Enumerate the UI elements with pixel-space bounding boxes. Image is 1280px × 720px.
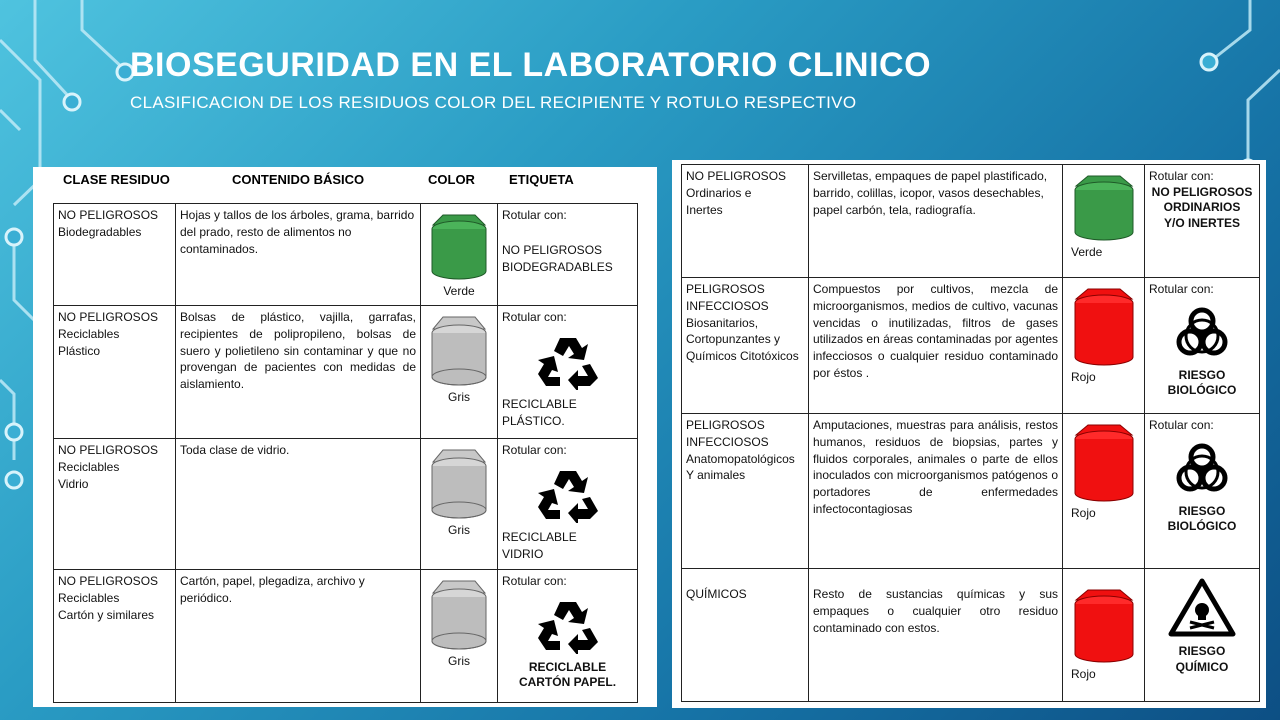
label-text: ORDINARIOS: [1163, 200, 1241, 215]
clase-line: NO PELIGROSOS: [58, 574, 159, 588]
label-text: Y/O INERTES: [1163, 215, 1240, 230]
etiqueta-cell: [498, 439, 638, 570]
label-text: NO PELIGROSOS: [502, 242, 603, 257]
color-cell: [1063, 414, 1145, 569]
clase-line: Y animales: [686, 468, 746, 483]
label-text: BIOLÓGICO: [1167, 383, 1237, 398]
contenido-cell: Cartón, papel, plegadiza, archivo y periódico.: [176, 570, 421, 703]
label-text: PLÁSTICO.: [502, 413, 565, 428]
label-text: BIODEGRADABLES: [502, 259, 613, 274]
color-label: Gris: [448, 390, 470, 404]
clase-line: Vidrio: [58, 476, 89, 491]
color-cell: [421, 204, 498, 306]
biohazard-icon: [1174, 442, 1230, 498]
header-clase: CLASE RESIDUO: [63, 172, 170, 187]
red-bin-icon: [1072, 586, 1136, 666]
label-text: VIDRIO: [502, 546, 544, 561]
green-bin-icon: [429, 211, 489, 283]
green-bin-icon: [1072, 172, 1136, 244]
table-row: [54, 204, 638, 306]
contenido-text: Resto de sustancias químicas y sus empaques o cualquier otro residuo contaminado con estos.: [813, 587, 1058, 635]
recycle-icon: [538, 334, 598, 390]
clase-line: NO PELIGROSOS: [58, 443, 159, 457]
color-label: Verde: [443, 284, 475, 298]
toxic-skull-icon: [1168, 578, 1236, 638]
clase-cell: [54, 306, 176, 439]
rotular-text: Rotular con:: [502, 443, 567, 457]
table-row: [54, 306, 638, 439]
color-label: Verde: [1071, 245, 1103, 259]
right-waste-table-panel: [672, 160, 1266, 708]
color-cell: [1063, 569, 1145, 702]
contenido-cell: Toda clase de vidrio.: [176, 439, 421, 570]
right-waste-table: [681, 164, 1260, 702]
color-cell: [421, 570, 498, 703]
label-text: CARTÓN PAPEL.: [518, 675, 617, 690]
color-label: Gris: [448, 654, 470, 668]
clase-cell: [54, 204, 176, 306]
label-text: RECICLABLE: [528, 659, 607, 674]
clase-line: Plástico: [58, 343, 101, 358]
table-row: [682, 278, 1260, 414]
contenido-cell: Hojas y tallos de los árboles, grama, barrido del prado, resto de alimentos no contaminados.: [176, 204, 421, 306]
clase-cell: [54, 570, 176, 703]
clase-line: Biodegradables: [58, 224, 142, 239]
header-color: COLOR: [428, 172, 475, 187]
clase-cell: [682, 414, 809, 569]
table-row: [682, 165, 1260, 278]
rotular-text: Rotular con:: [1149, 169, 1214, 183]
clase-line: INFECCIOSOS: [686, 434, 769, 449]
color-label: Gris: [448, 523, 470, 537]
left-waste-table-panel: [33, 167, 657, 707]
table-row: [54, 570, 638, 703]
table-row: [54, 439, 638, 570]
etiqueta-cell: [1145, 569, 1260, 702]
label-text: RECICLABLE: [502, 529, 577, 544]
table-row: [682, 569, 1260, 702]
clase-line: QUÍMICOS: [686, 587, 747, 601]
header-etiqueta: ETIQUETA: [509, 172, 574, 187]
contenido-cell: Amputaciones, muestras para análisis, restos humanos, residuos de biopsias, partes y fluidos corporales, animales o parte de ellos inoculados con microorganismos patógenos o portadores de enfermedades infectocontagiosas: [809, 414, 1063, 569]
label-text: NO PELIGROSOS: [1151, 184, 1253, 199]
rotular-text: Rotular con:: [502, 310, 567, 324]
color-label: Rojo: [1071, 506, 1096, 520]
label-text: RIESGO: [1178, 644, 1226, 658]
clase-line: Inertes: [686, 202, 723, 217]
gray-bin-icon: [429, 577, 489, 653]
clase-line: Anatomopatológicos: [686, 451, 795, 466]
gray-bin-icon: [429, 313, 489, 389]
biohazard-icon: [1174, 306, 1230, 362]
clase-line: Reciclables: [58, 590, 120, 605]
clase-cell: [682, 165, 809, 278]
label-text: QUÍMICO: [1175, 659, 1229, 674]
color-cell: [1063, 278, 1145, 414]
table-row: [682, 414, 1260, 569]
clase-line: PELIGROSOS: [686, 282, 765, 296]
clase-line: PELIGROSOS: [686, 418, 765, 432]
clase-line: Biosanitarios,: [686, 315, 759, 330]
etiqueta-cell: [498, 306, 638, 439]
color-cell: [421, 439, 498, 570]
recycle-icon: [538, 467, 598, 523]
gray-bin-icon: [429, 446, 489, 522]
rotular-text: Rotular con:: [502, 208, 567, 222]
clase-line: Cartón y similares: [58, 607, 155, 622]
clase-line: NO PELIGROSOS: [686, 169, 787, 183]
clase-line: Químicos Citotóxicos: [686, 349, 799, 364]
etiqueta-cell: [1145, 278, 1260, 414]
slide-title: BIOSEGURIDAD EN EL LABORATORIO CLINICO: [130, 46, 932, 84]
red-bin-icon: [1072, 285, 1136, 369]
clase-line: Reciclables: [58, 459, 120, 474]
label-text: RIESGO: [1178, 503, 1226, 518]
red-bin-icon: [1072, 421, 1136, 505]
label-text: RECICLABLE: [502, 396, 577, 411]
color-cell: [1063, 165, 1145, 278]
clase-line: INFECCIOSOS: [686, 298, 769, 313]
contenido-cell: Servilletas, empaques de papel plastificado, barrido, colillas, icopor, vasos desechables, papel carbón, tela, radiografía.: [809, 165, 1063, 278]
clase-line: Cortopunzantes y: [686, 332, 781, 347]
etiqueta-cell: [498, 570, 638, 703]
clase-cell: [682, 569, 809, 702]
slide-subtitle: CLASIFICACION DE LOS RESIDUOS COLOR DEL RECIPIENTE Y ROTULO RESPECTIVO: [130, 93, 857, 112]
contenido-cell: Compuestos por cultivos, mezcla de microorganismos, medios de cultivo, vacunas vencidas o inutilizadas, filtros de gases utilizados en áreas contaminadas por agentes infecciosos o cualquier residuo contaminado por éstos .: [809, 278, 1063, 414]
contenido-cell: Bolsas de plástico, vajilla, garrafas, recipientes de polipropileno, bolsas de suero y polietileno sin contaminar y que no provengan de pacientes con medidas de aislamiento.: [176, 306, 421, 439]
clase-cell: [682, 278, 809, 414]
rotular-text: Rotular con:: [1149, 282, 1214, 296]
rotular-text: Rotular con:: [1149, 418, 1214, 432]
clase-line: NO PELIGROSOS: [58, 208, 159, 222]
etiqueta-cell: [1145, 414, 1260, 569]
clase-line: NO PELIGROSOS: [58, 310, 159, 324]
rotular-text: Rotular con:: [502, 574, 567, 588]
color-label: Rojo: [1071, 370, 1096, 384]
recycle-icon: [538, 598, 598, 654]
clase-line: Reciclables: [58, 326, 120, 341]
label-text: RIESGO: [1178, 367, 1226, 382]
left-waste-table: [53, 203, 638, 703]
color-label: Rojo: [1071, 667, 1096, 681]
etiqueta-cell: [498, 204, 638, 306]
contenido-cell: [809, 569, 1063, 702]
etiqueta-cell: [1145, 165, 1260, 278]
color-cell: [421, 306, 498, 439]
label-text: BIOLÓGICO: [1167, 519, 1237, 534]
header-contenido: CONTENIDO BÁSICO: [232, 172, 365, 187]
clase-line: Ordinarios e: [686, 185, 752, 200]
clase-cell: [54, 439, 176, 570]
